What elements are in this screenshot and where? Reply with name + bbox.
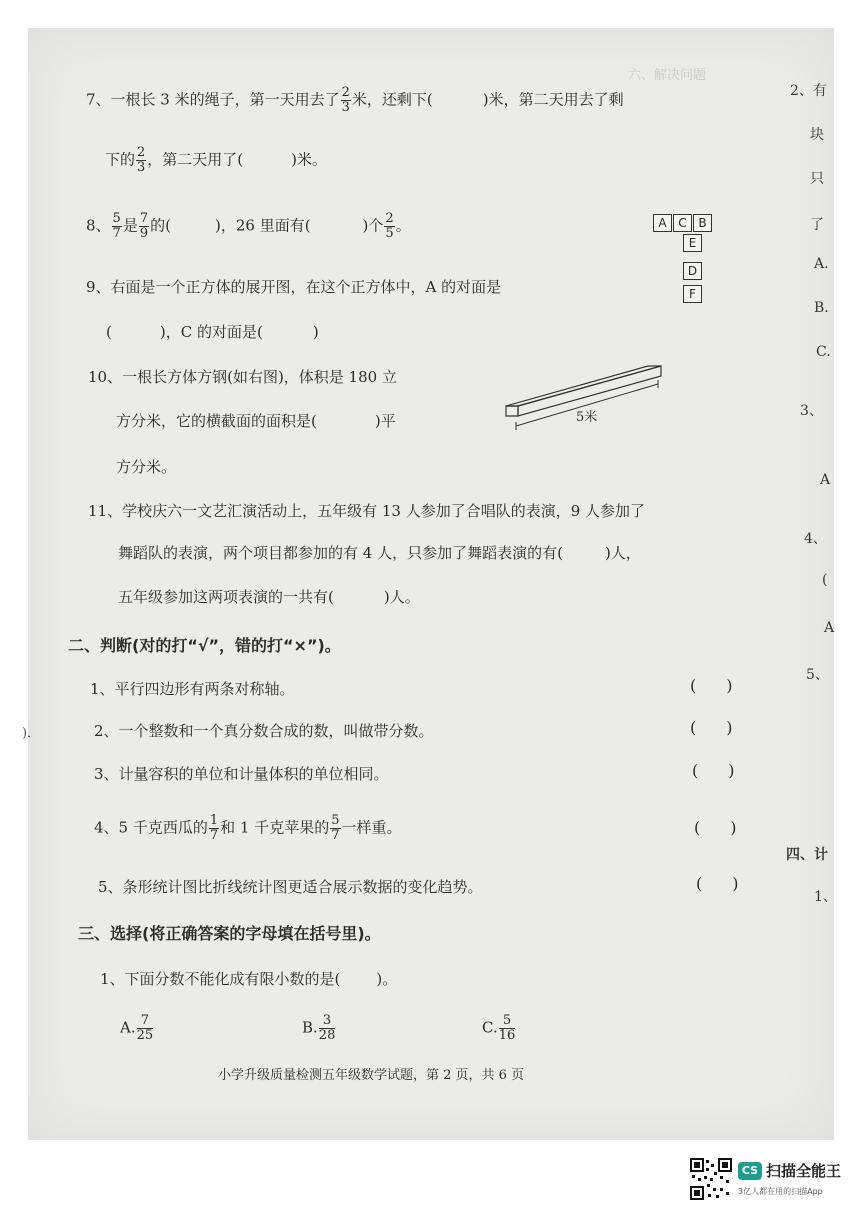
- q7-text-a: 7、一根长 3 米的绳子，第一天用去了: [86, 90, 340, 109]
- judge-4-fraction-1: $\frac{1}{7}$: [209, 813, 219, 843]
- judge-4-fraction-2: $\frac{5}{7}$: [331, 813, 340, 843]
- judge-answer-2[interactable]: ( ): [690, 718, 733, 737]
- judge-item-3: 3、计量容积的单位和计量体积的单位相同。: [94, 765, 389, 783]
- net-cell-a: A: [653, 214, 672, 232]
- right-col-15: 1、: [814, 889, 837, 905]
- net-cell-b: B: [693, 214, 712, 232]
- question-10-line-2: 方分米，它的横截面的面积是( )平: [116, 412, 396, 430]
- scanner-logo-icon: CS: [738, 1162, 762, 1180]
- q7-text-e: ，第二天用了(: [147, 150, 244, 169]
- q7-text-c: )米，第二天用去了剩: [482, 90, 624, 109]
- question-7-line-2: [105, 146, 327, 175]
- net-cell-d: D: [683, 262, 702, 280]
- net-cell-c: C: [673, 214, 692, 232]
- judge-item-2: 2、一个整数和一个真分数合成的数，叫做带分数。: [94, 722, 434, 740]
- margin-mark: )．: [22, 726, 41, 741]
- qr-code-icon: [690, 1158, 732, 1200]
- choice-option-b[interactable]: B. $\frac{3}{28}$: [302, 1013, 336, 1043]
- choice-option-a[interactable]: A. $\frac{7}{25}$: [120, 1013, 154, 1043]
- right-col-1: 2、有: [790, 83, 827, 99]
- question-9-line-1: 9、右面是一个正方体的展开图，在这个正方体中，A 的对面是: [86, 278, 502, 296]
- question-11-line-1: 11、学校庆六一文艺汇演活动上，五年级有 13 人参加了合唱队的表演，9 人参加了: [88, 502, 646, 520]
- right-col-8: 3、: [800, 403, 823, 419]
- q7-fraction-1: $\frac{2}{3}$: [341, 85, 350, 115]
- question-8: 8、 $\frac{5}{7}$ 是 $\frac{7}{9}$ 的( )，26 里面有( )个 $\frac{2}{5}$ 。: [86, 211, 411, 241]
- right-col-5: A.: [814, 256, 829, 272]
- q7-text-b: 米，还剩下(: [351, 90, 433, 109]
- q8-fraction-2: $\frac{7}{9}$: [139, 211, 149, 241]
- question-11-line-3: 五年级参加这两项表演的一共有( )人。: [118, 588, 420, 606]
- right-col-3: 只: [810, 171, 824, 187]
- judge-item-1: 1、平行四边形有两条对称轴。: [90, 680, 295, 698]
- right-col-6: B.: [814, 300, 829, 316]
- question-9-line-2: ( )，C 的对面是( ): [106, 323, 319, 341]
- right-col-2: 块: [810, 127, 824, 143]
- judge-answer-5[interactable]: ( ): [696, 874, 739, 893]
- question-7-line-1: [86, 86, 624, 115]
- choice-option-c[interactable]: C. $\frac{5}{16}$: [482, 1013, 516, 1043]
- question-11-line-2: 舞蹈队的表演，两个项目都参加的有 4 人，只参加了舞蹈表演的有( )人，: [118, 544, 641, 562]
- question-10-line-3: 方分米。: [116, 458, 177, 476]
- section-3-title: 三、选择(将正确答案的字母填在括号里)。: [78, 924, 381, 943]
- judge-item-5: 5、条形统计图比折线统计图更适合展示数据的变化趋势。: [98, 878, 483, 896]
- q7-fraction-2: $\frac{2}{3}$: [137, 145, 146, 175]
- scanner-app-name: 扫描全能王: [766, 1162, 842, 1180]
- q7-text-f: )米。: [291, 150, 328, 169]
- page-footer: 小学升级质量检测五年级数学试题，第 2 页，共 6 页: [218, 1068, 525, 1083]
- net-cell-e: E: [683, 234, 702, 252]
- steel-bar-length-label: 5米: [576, 410, 598, 425]
- q7-text-d: 下的: [105, 150, 136, 169]
- right-col-7: C.: [816, 344, 831, 360]
- right-col-9: A: [820, 472, 831, 488]
- exam-page: [28, 28, 837, 1140]
- q8-fraction-1: $\frac{5}{7}$: [112, 211, 121, 241]
- right-col-13: 5、: [806, 667, 829, 683]
- steel-bar-figure: [498, 358, 668, 438]
- judge-answer-1[interactable]: ( ): [690, 676, 733, 695]
- judge-answer-3[interactable]: ( ): [692, 761, 735, 780]
- judge-answer-4[interactable]: ( ): [694, 818, 737, 837]
- bleed-through-text: 六、解决问题: [628, 68, 707, 83]
- section-2-title: 二、判断(对的打“√”，错的打“×”)。: [68, 636, 341, 655]
- right-col-10: 4、: [804, 531, 827, 547]
- question-10-line-1: 10、一根长方体方钢(如右图)，体积是 180 立: [88, 368, 397, 386]
- right-col-14: 四、计: [786, 847, 828, 863]
- choice-question-1: 1、下面分数不能化成有限小数的是( )。: [100, 970, 398, 988]
- judge-item-4: 4、5 千克西瓜的 $\frac{1}{7}$ 和 1 千克苹果的 $\frac{5}{7}$ 一样重。: [94, 813, 402, 843]
- q8-fraction-3: $\frac{2}{5}$: [385, 211, 394, 241]
- right-col-4: 了: [810, 217, 824, 233]
- net-cell-f: F: [683, 285, 702, 303]
- right-col-11: (: [822, 572, 828, 588]
- scanner-app-tagline: 3亿人都在用的扫描App: [738, 1187, 823, 1196]
- right-col-12: A: [824, 620, 835, 636]
